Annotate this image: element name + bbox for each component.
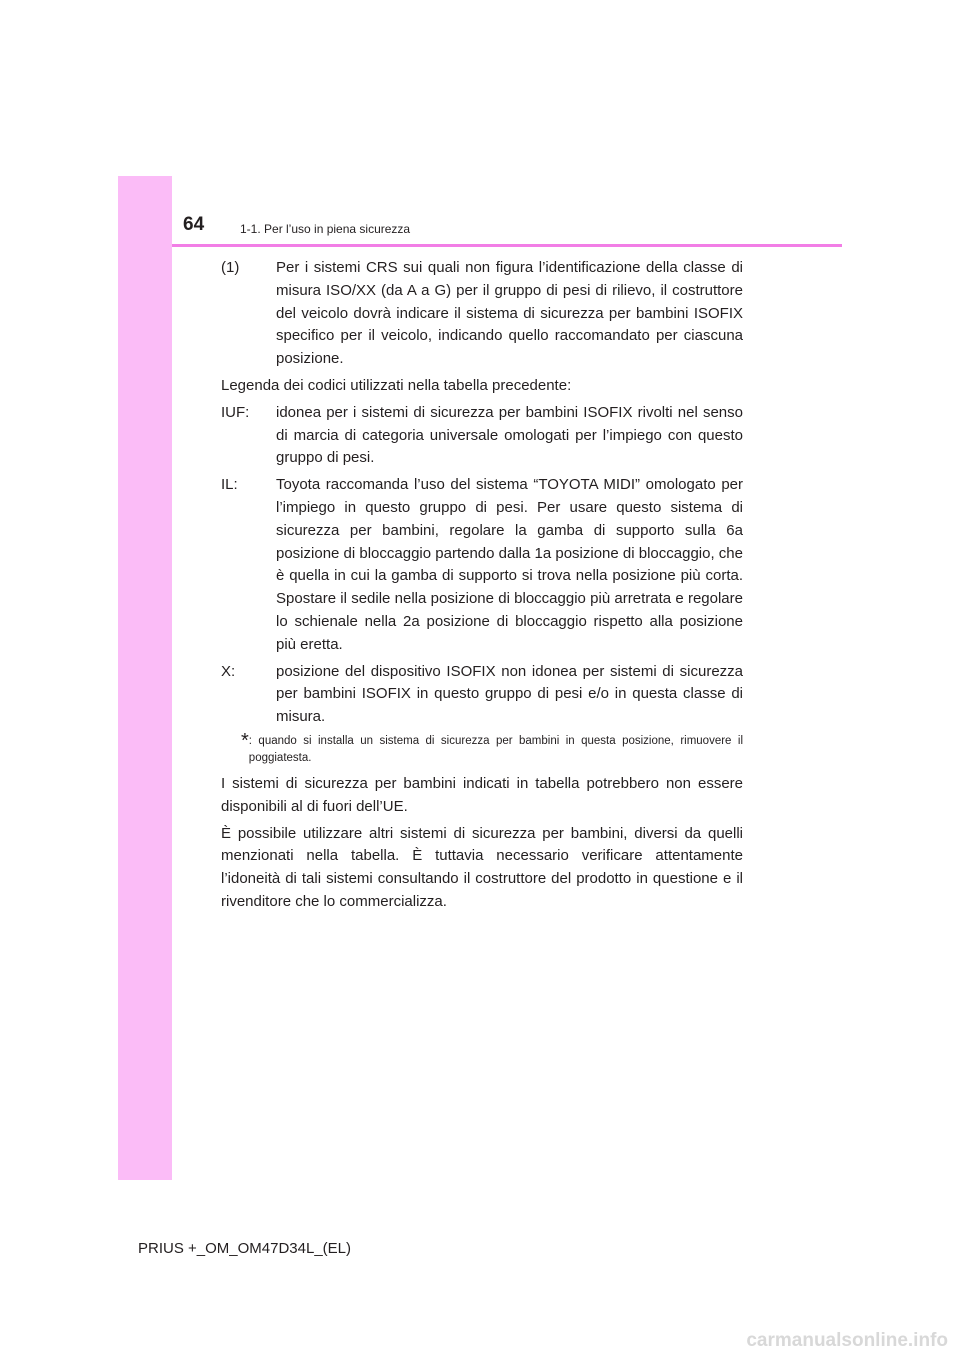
legend-description: idonea per i sistemi di sicurezza per bambini ISOFIX rivolti nel senso di marcia di categoria universale omologati per l’impiego con questo gruppo di pesi.	[276, 403, 743, 467]
legend-intro: Legenda dei codici utilizzati nella tabella precedente:	[221, 376, 572, 394]
section-sidebar-tab	[118, 176, 172, 1180]
body-paragraph-other-systems: È possibile utilizzare altri sistemi di sicurezza per bambini, diversi da quelli menzionati nella tabella. È tuttavia necessario verificare attentamente l’idoneità di tali sistemi consultando il costruttore del prodotto in questione e il rivenditore che lo commercializza.	[221, 824, 743, 910]
header-rule	[172, 244, 842, 247]
note-text: Per i sistemi CRS sui quali non figura l’identificazione della classe di misura ISO/XX (da A a G) per il gruppo di pesi di rilievo, il costruttore del veicolo dovrà indicare il sistema di sicurezza per bambini ISOFIX specifico per il veicolo, indicando quello raccomandato per ciascuna posizione.	[276, 259, 743, 368]
legend-code: X:	[221, 662, 236, 680]
note-label: (1)	[221, 259, 240, 276]
note-entry-1	[221, 257, 743, 371]
asterisk-mark: *	[241, 729, 249, 752]
footnote	[221, 729, 743, 767]
legend-entry-x	[221, 661, 743, 729]
legend-entry-iuf	[221, 402, 743, 470]
footnote-text: : quando si installa un sistema di sicurezza per bambini in questa posizione, rimuovere il poggiatesta.	[248, 734, 743, 764]
document-code: PRIUS +_OM_OM47D34L_(EL)	[138, 1240, 352, 1257]
section-title: 1-1. Per l’uso in piena sicurezza	[240, 222, 411, 236]
legend-code: IL:	[221, 476, 238, 494]
legend-entry-il	[221, 474, 743, 656]
page-content	[221, 257, 743, 918]
legend-code: IUF:	[221, 403, 250, 421]
page-number: 64	[183, 214, 205, 235]
watermark: carmanualsonline.info	[746, 1330, 948, 1351]
legend-description: Toyota raccomanda l’uso del sistema “TOYOTA MIDI” omologato per l’impiego in questo gruppo di pesi. Per usare questo sistema di sicurezza per bambini, regolare la gamba di supporto sulla 6a posizione di bloccaggio partendo dalla 1a posizione di bloccaggio, che è quella in cui la gamba di supporto si trova nella posizione più corta. Spostare il sedile nella posizione di bloccaggio più arretrata e regolare lo schienale nella 2a posizione di bloccaggio rispetto alla posizione più eretta.	[276, 476, 743, 653]
body-paragraph-availability: I sistemi di sicurezza per bambini indicati in tabella potrebbero non essere disponibili al di fuori dell’UE.	[221, 774, 743, 815]
legend-description: posizione del dispositivo ISOFIX non idonea per sistemi di sicurezza per bambini ISOFIX in questo gruppo di pesi e/o in questa classe di misura.	[276, 662, 743, 726]
